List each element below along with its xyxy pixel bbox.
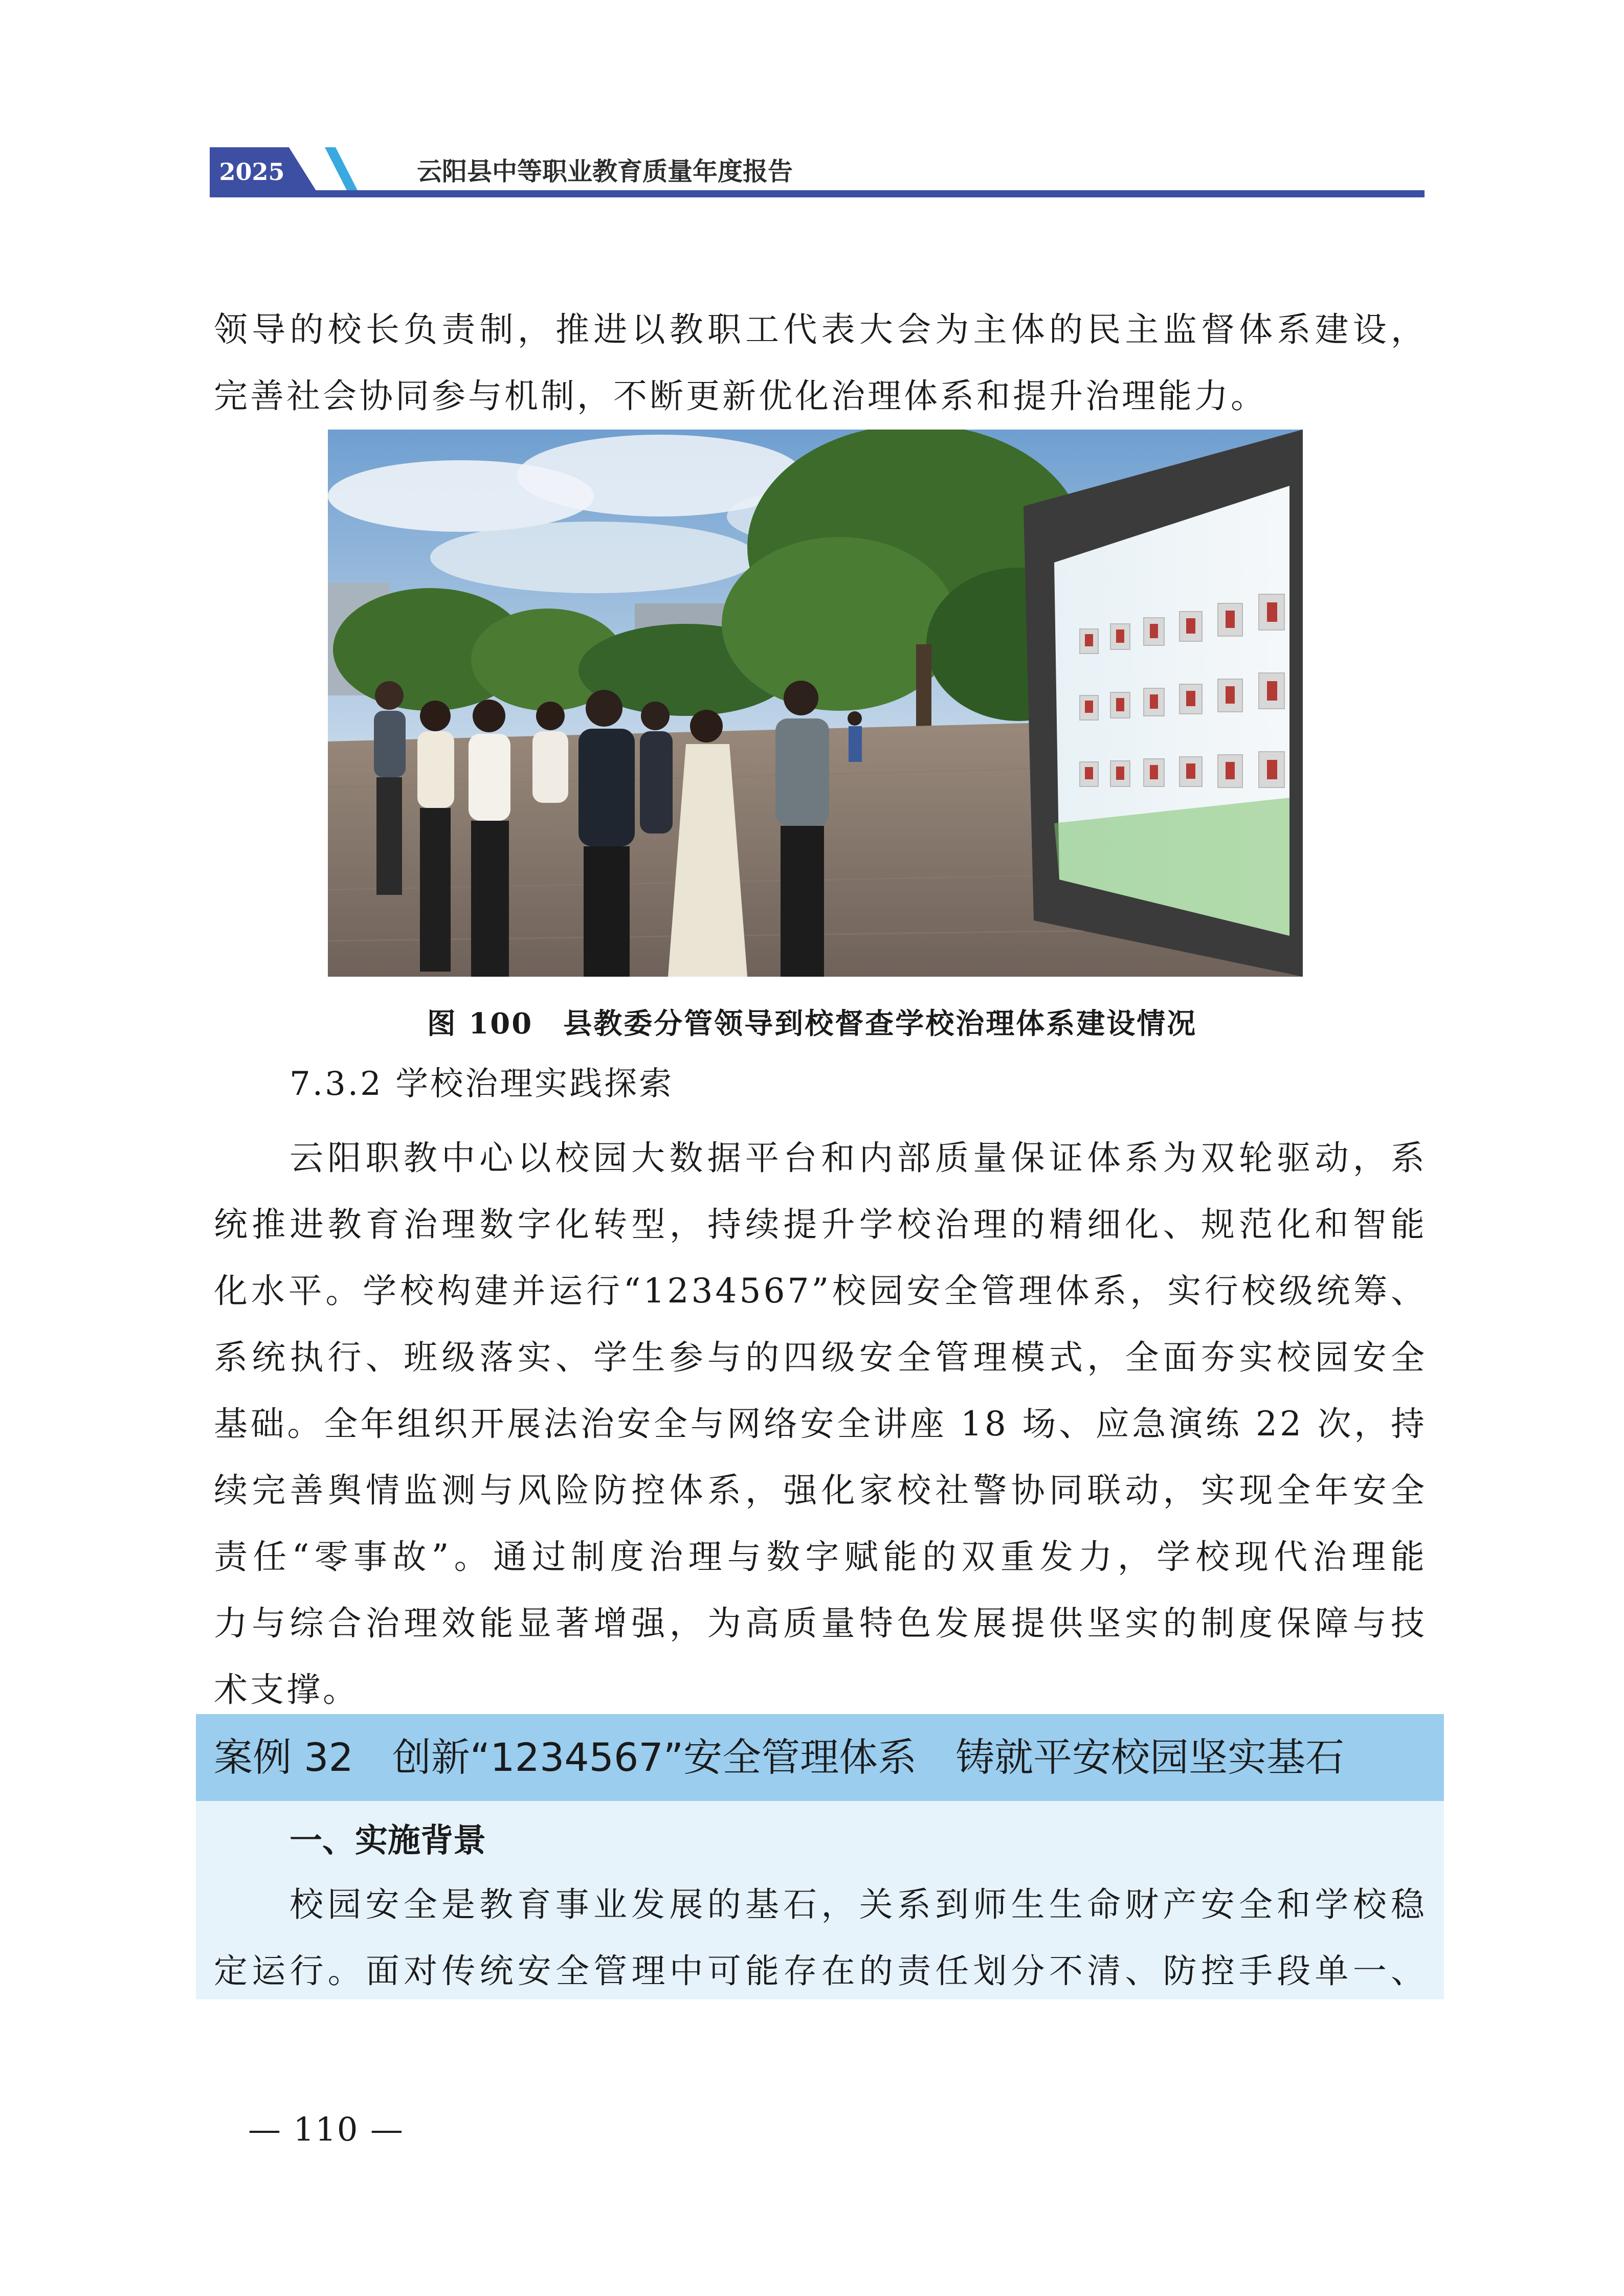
paragraph-line: 力与综合治理效能显著增强，为高质量特色发展提供坚实的制度保障与技 (214, 1604, 1427, 1643)
figure-caption: 图 100 县教委分管领导到校督查学校治理体系建设情况 (427, 1007, 1197, 1041)
paragraph-line: 完善社会协同参与机制，不断更新优化治理体系和提升治理能力。 (214, 376, 1267, 416)
header-accent-stripe (325, 147, 361, 196)
figure-photo (328, 430, 1303, 977)
paragraph-line: 定运行。面对传统安全管理中可能存在的责任划分不清、防控手段单一、 (214, 1951, 1427, 1991)
header-title: 云阳县中等职业教育质量年度报告 (417, 156, 793, 186)
paragraph-line: 云阳职教中心以校园大数据平台和内部质量保证体系为双轮驱动，系 (290, 1138, 1427, 1178)
header-year: 2025 (219, 158, 285, 186)
paragraph-line: 统推进教育治理数字化转型，持续提升学校治理的精细化、规范化和智能 (214, 1205, 1427, 1244)
case-subheading: 一、实施背景 (290, 1822, 486, 1860)
paragraph-line: 续完善舆情监测与风险防控体系，强化家校社警协同联动，实现全年安全 (214, 1471, 1427, 1510)
paragraph-line: 领导的校长负责制，推进以教职工代表大会为主体的民主监督体系建设， (214, 310, 1427, 349)
paragraph-line: 化水平。学校构建并运行“1234567”校园安全管理体系，实行校级统筹、 (214, 1271, 1427, 1311)
paragraph-line: 系统执行、班级落实、学生参与的四级安全管理模式，全面夯实校园安全 (214, 1338, 1427, 1377)
paragraph-line: 责任“零事故”。通过制度治理与数字赋能的双重发力，学校现代治理能 (214, 1537, 1427, 1577)
paragraph-line: 术支撑。 (214, 1670, 359, 1709)
header-rule (210, 190, 1425, 197)
page-number: — 110 — (248, 2111, 404, 2149)
section-heading: 7.3.2 学校治理实践探索 (290, 1065, 674, 1103)
paragraph-line: 基础。全年组织开展法治安全与网络安全讲座 18 场、应急演练 22 次，持 (214, 1404, 1427, 1444)
paragraph-line: 校园安全是教育事业发展的基石，关系到师生生命财产安全和学校稳 (290, 1885, 1427, 1924)
case-title: 案例 32 创新“1234567”安全管理体系 铸就平安校园坚实基石 (214, 1735, 1345, 1780)
